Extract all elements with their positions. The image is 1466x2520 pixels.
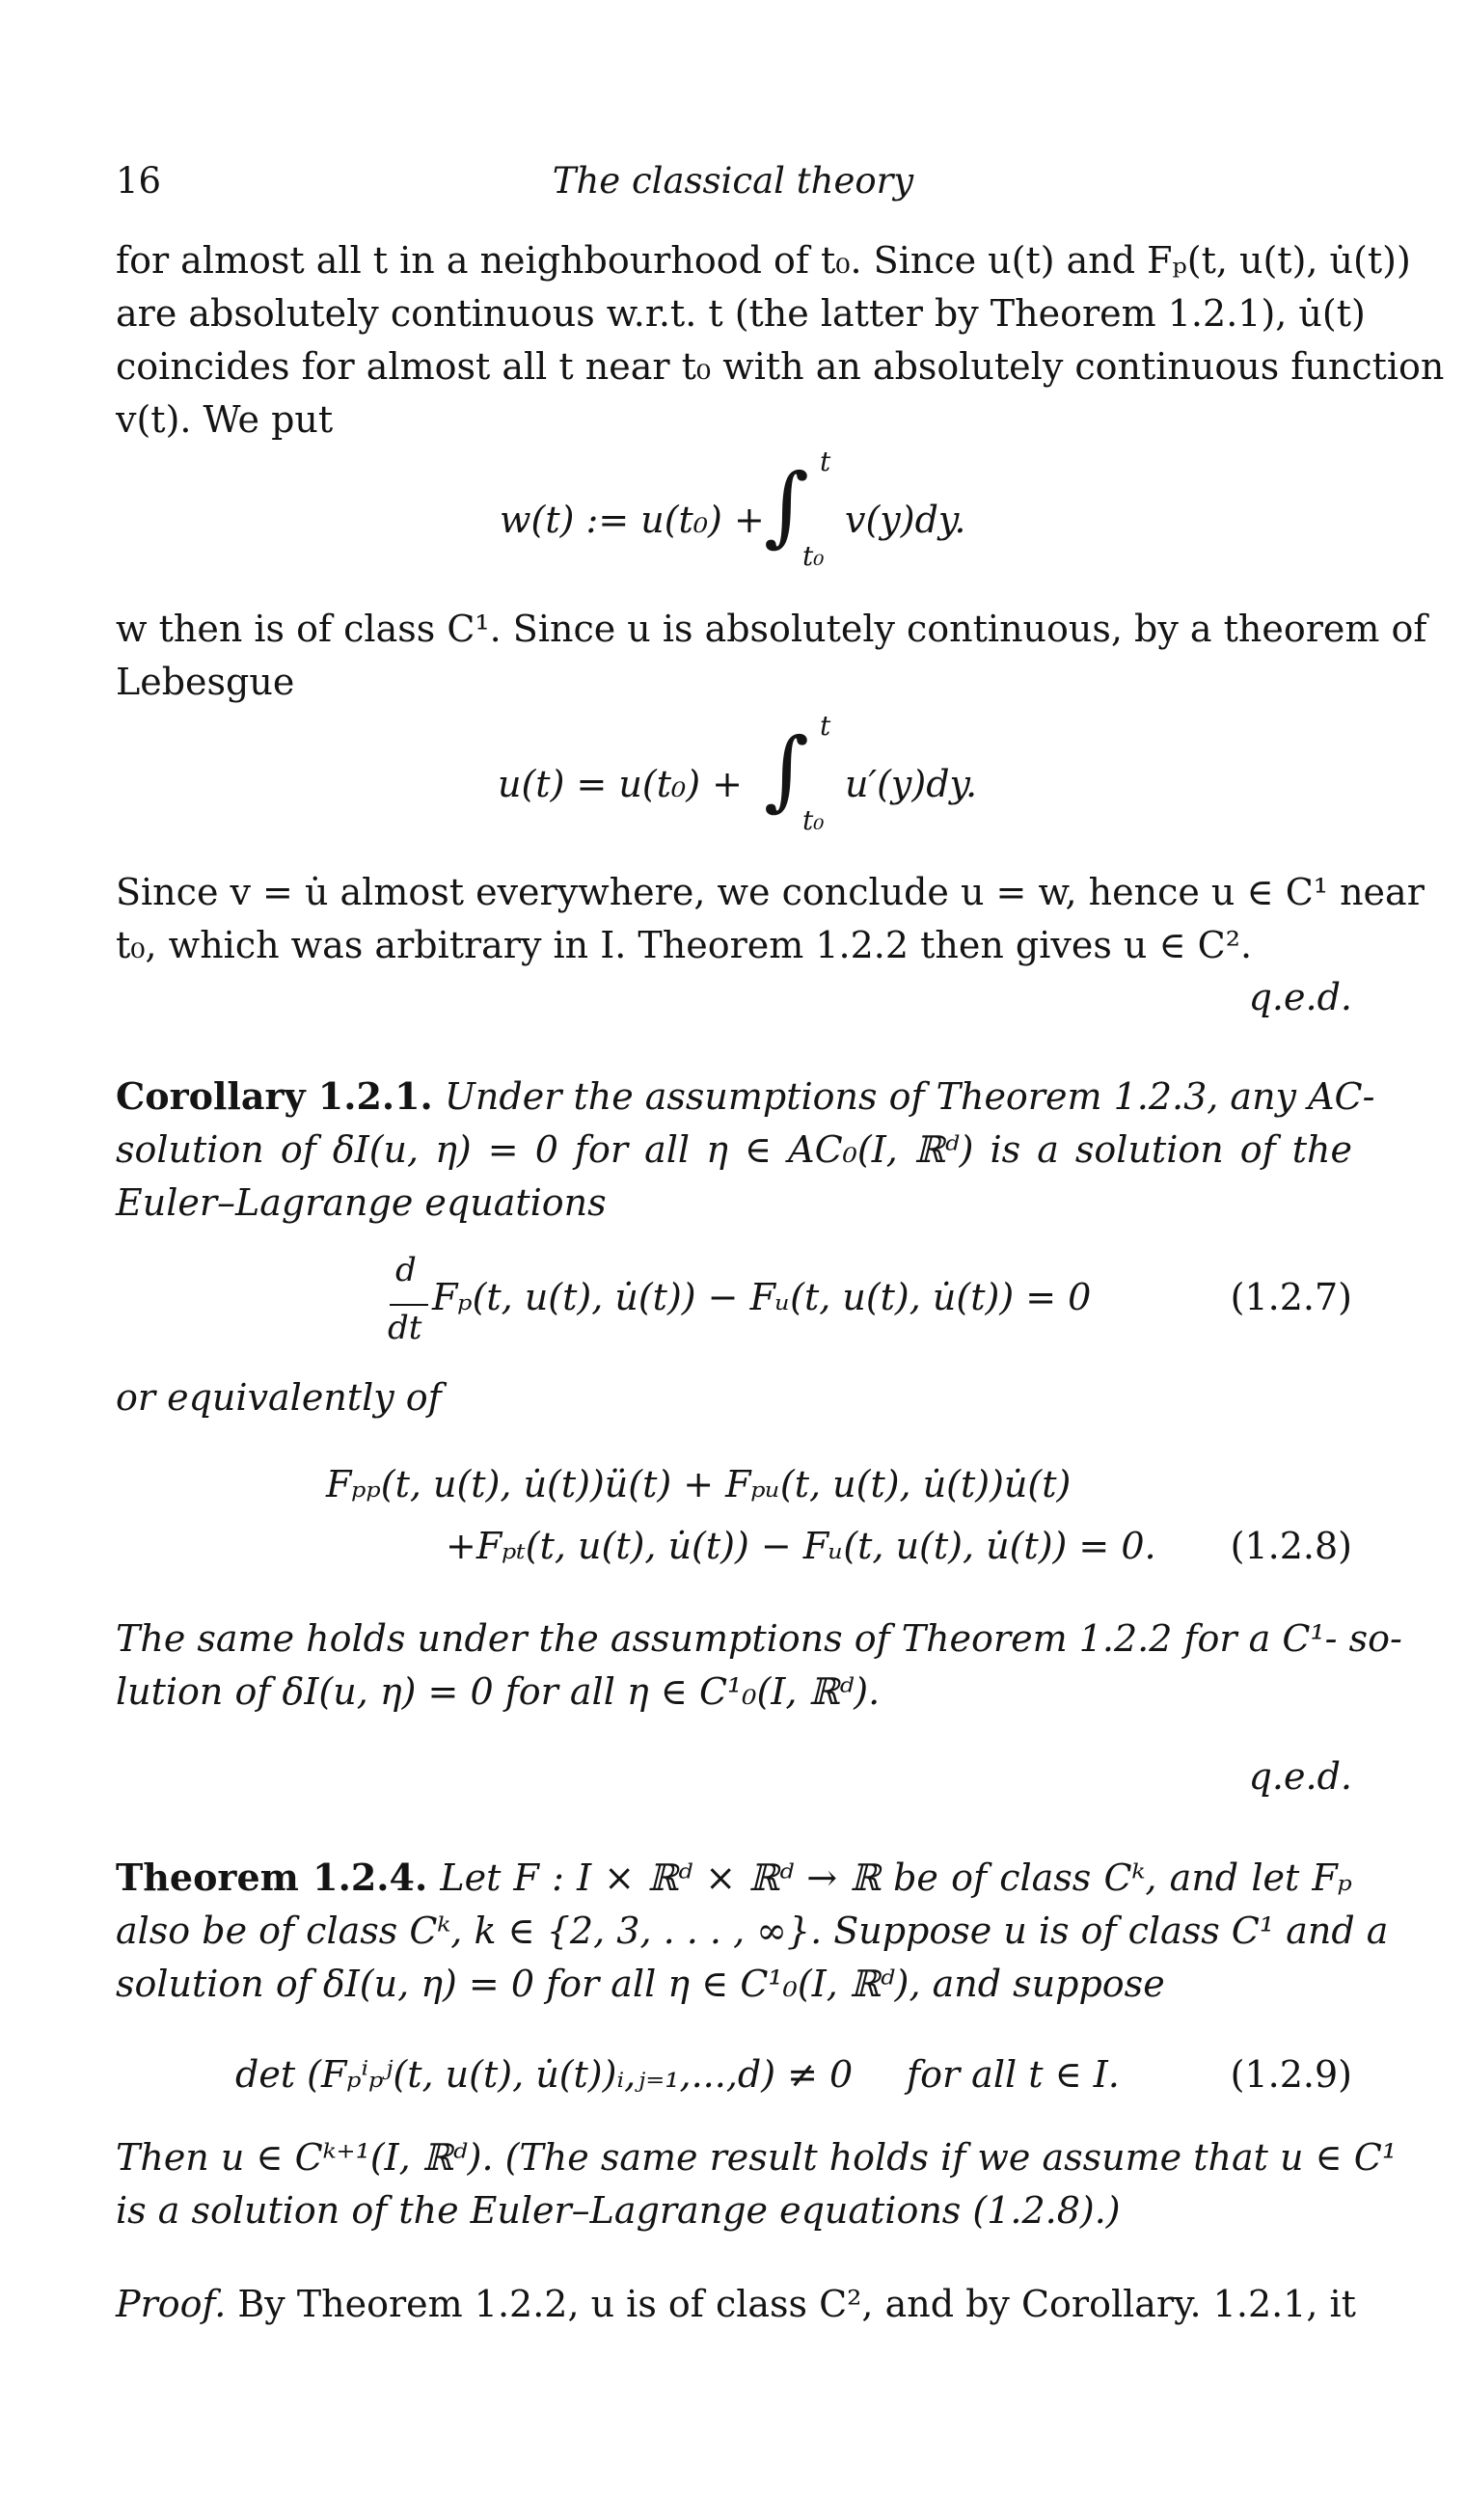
integral-sign: ∫ — [764, 719, 809, 821]
corollary-label: Corollary 1.2.1. — [116, 1074, 433, 1118]
equation-u-lhs: u(t) = u(t₀) + — [498, 763, 743, 805]
qed-mark: q.e.d. — [1248, 976, 1352, 1018]
para1-line-4: v(t). We put — [116, 398, 334, 441]
proof-label: Proof. — [116, 2283, 227, 2325]
equation-u-upper-limit: t — [820, 710, 831, 742]
equation-u-integrand: u′(y)dy. — [845, 763, 978, 805]
equation-w-lower-limit: t₀ — [802, 540, 825, 572]
theorem-line-2: also be of class Cᵏ, k ∈ {2, 3, . . . , ∞}. Suppose u is of class C¹ and a — [116, 1910, 1389, 1952]
theorem-line-1 — [116, 1852, 1352, 1904]
para1-line-2: are absolutely continuous w.r.t. t (the latter by Theorem 1.2.1), u̇(t) — [116, 292, 1366, 335]
proof-text: By Theorem 1.2.2, u is of class C², and by Corollary. 1.2.1, it — [226, 2283, 1356, 2325]
theorem-label: Theorem 1.2.4. — [116, 1856, 428, 1899]
or-equivalently-text: or equivalently of — [116, 1376, 442, 1419]
corollary-line-2: solution of δI(u, η) = 0 for all η ∈ AC₀(I, ℝᵈ) is a solution of the — [116, 1128, 1352, 1171]
equation-number: (1.2.8) — [1230, 1525, 1352, 1567]
corollary-line-3: Euler–Lagrange equations — [116, 1181, 607, 1224]
theorem-then-line-1: Then u ∈ Cᵏ⁺¹(I, ℝᵈ). (The same result holds if we assume that u ∈ C¹ — [116, 2136, 1398, 2179]
equation-1-2-8-line-1: Fₚₚ(t, u(t), u̇(t))ü(t) + Fₚᵤ(t, u(t), u̇(t))u̇(t) — [326, 1463, 1072, 1505]
theorem-line-3: solution of δI(u, η) = 0 for all η ∈ C¹₀(I, ℝᵈ), and suppose — [116, 1963, 1165, 2005]
equation-1-2-8-line-2: +Fₚₜ(t, u(t), u̇(t)) − Fᵤ(t, u(t), u̇(t)) = 0. — [446, 1525, 1156, 1567]
same-holds-line-1: The same holds under the assumptions of Theorem 1.2.2 for a C¹- so- — [116, 1617, 1402, 1660]
running-title: The classical theory — [552, 160, 914, 202]
integral-sign: ∫ — [764, 455, 809, 556]
equation-number: (1.2.9) — [1230, 2053, 1352, 2096]
fraction-dt: dt — [388, 1309, 422, 1347]
theorem-then-line-2: is a solution of the Euler–Lagrange equations (1.2.8).) — [116, 2189, 1121, 2232]
page-number: 16 — [116, 160, 162, 202]
equation-w-lhs: w(t) := u(t₀) + — [500, 499, 765, 541]
para3-line-2: t₀, which was arbitrary in I. Theorem 1.2.2 then gives u ∈ C². — [116, 924, 1253, 966]
qed-mark: q.e.d. — [1248, 1755, 1352, 1798]
equation-1-2-7-body: Fₚ(t, u(t), u̇(t)) − Fᵤ(t, u(t), u̇(t)) = 0 — [432, 1276, 1092, 1318]
corollary-text-1: Under the assumptions of Theorem 1.2.3, any AC- — [444, 1075, 1375, 1118]
para1-line-3: coincides for almost all t near t₀ with an absolutely continuous function — [116, 345, 1445, 388]
theorem-text-1: Let F : I × ℝᵈ × ℝᵈ → ℝ be of class Cᵏ, and let Fₚ — [440, 1856, 1352, 1899]
same-holds-line-2: lution of δI(u, η) = 0 for all η ∈ C¹₀(I, ℝᵈ). — [116, 1670, 881, 1713]
para2-line-1: w then is of class C¹. Since u is absolutely continuous, by a theorem of — [116, 608, 1427, 650]
para3-line-1: Since v = u̇ almost everywhere, we conclude u = w, hence u ∈ C¹ near — [116, 871, 1425, 913]
fraction-d: d — [395, 1251, 417, 1289]
para2-line-2: Lebesgue — [116, 661, 295, 703]
proof-line — [116, 2278, 1356, 2330]
equation-number: (1.2.7) — [1230, 1276, 1352, 1318]
equation-w-upper-limit: t — [820, 446, 831, 477]
equation-w-integrand: v(y)dy. — [845, 499, 966, 541]
equation-1-2-9-tail: for all t ∈ I. — [907, 2053, 1120, 2096]
corollary-line-1 — [116, 1070, 1375, 1123]
para1-line-1: for almost all t in a neighbourhood of t₀. Since u(t) and Fₚ(t, u(t), u̇(t)) — [116, 239, 1411, 282]
equation-1-2-9-body: det (Fₚⁱₚʲ(t, u(t), u̇(t))ᵢ,ⱼ₌₁,...,d) ≠ 0 — [235, 2053, 854, 2096]
equation-u-lower-limit: t₀ — [802, 804, 825, 836]
